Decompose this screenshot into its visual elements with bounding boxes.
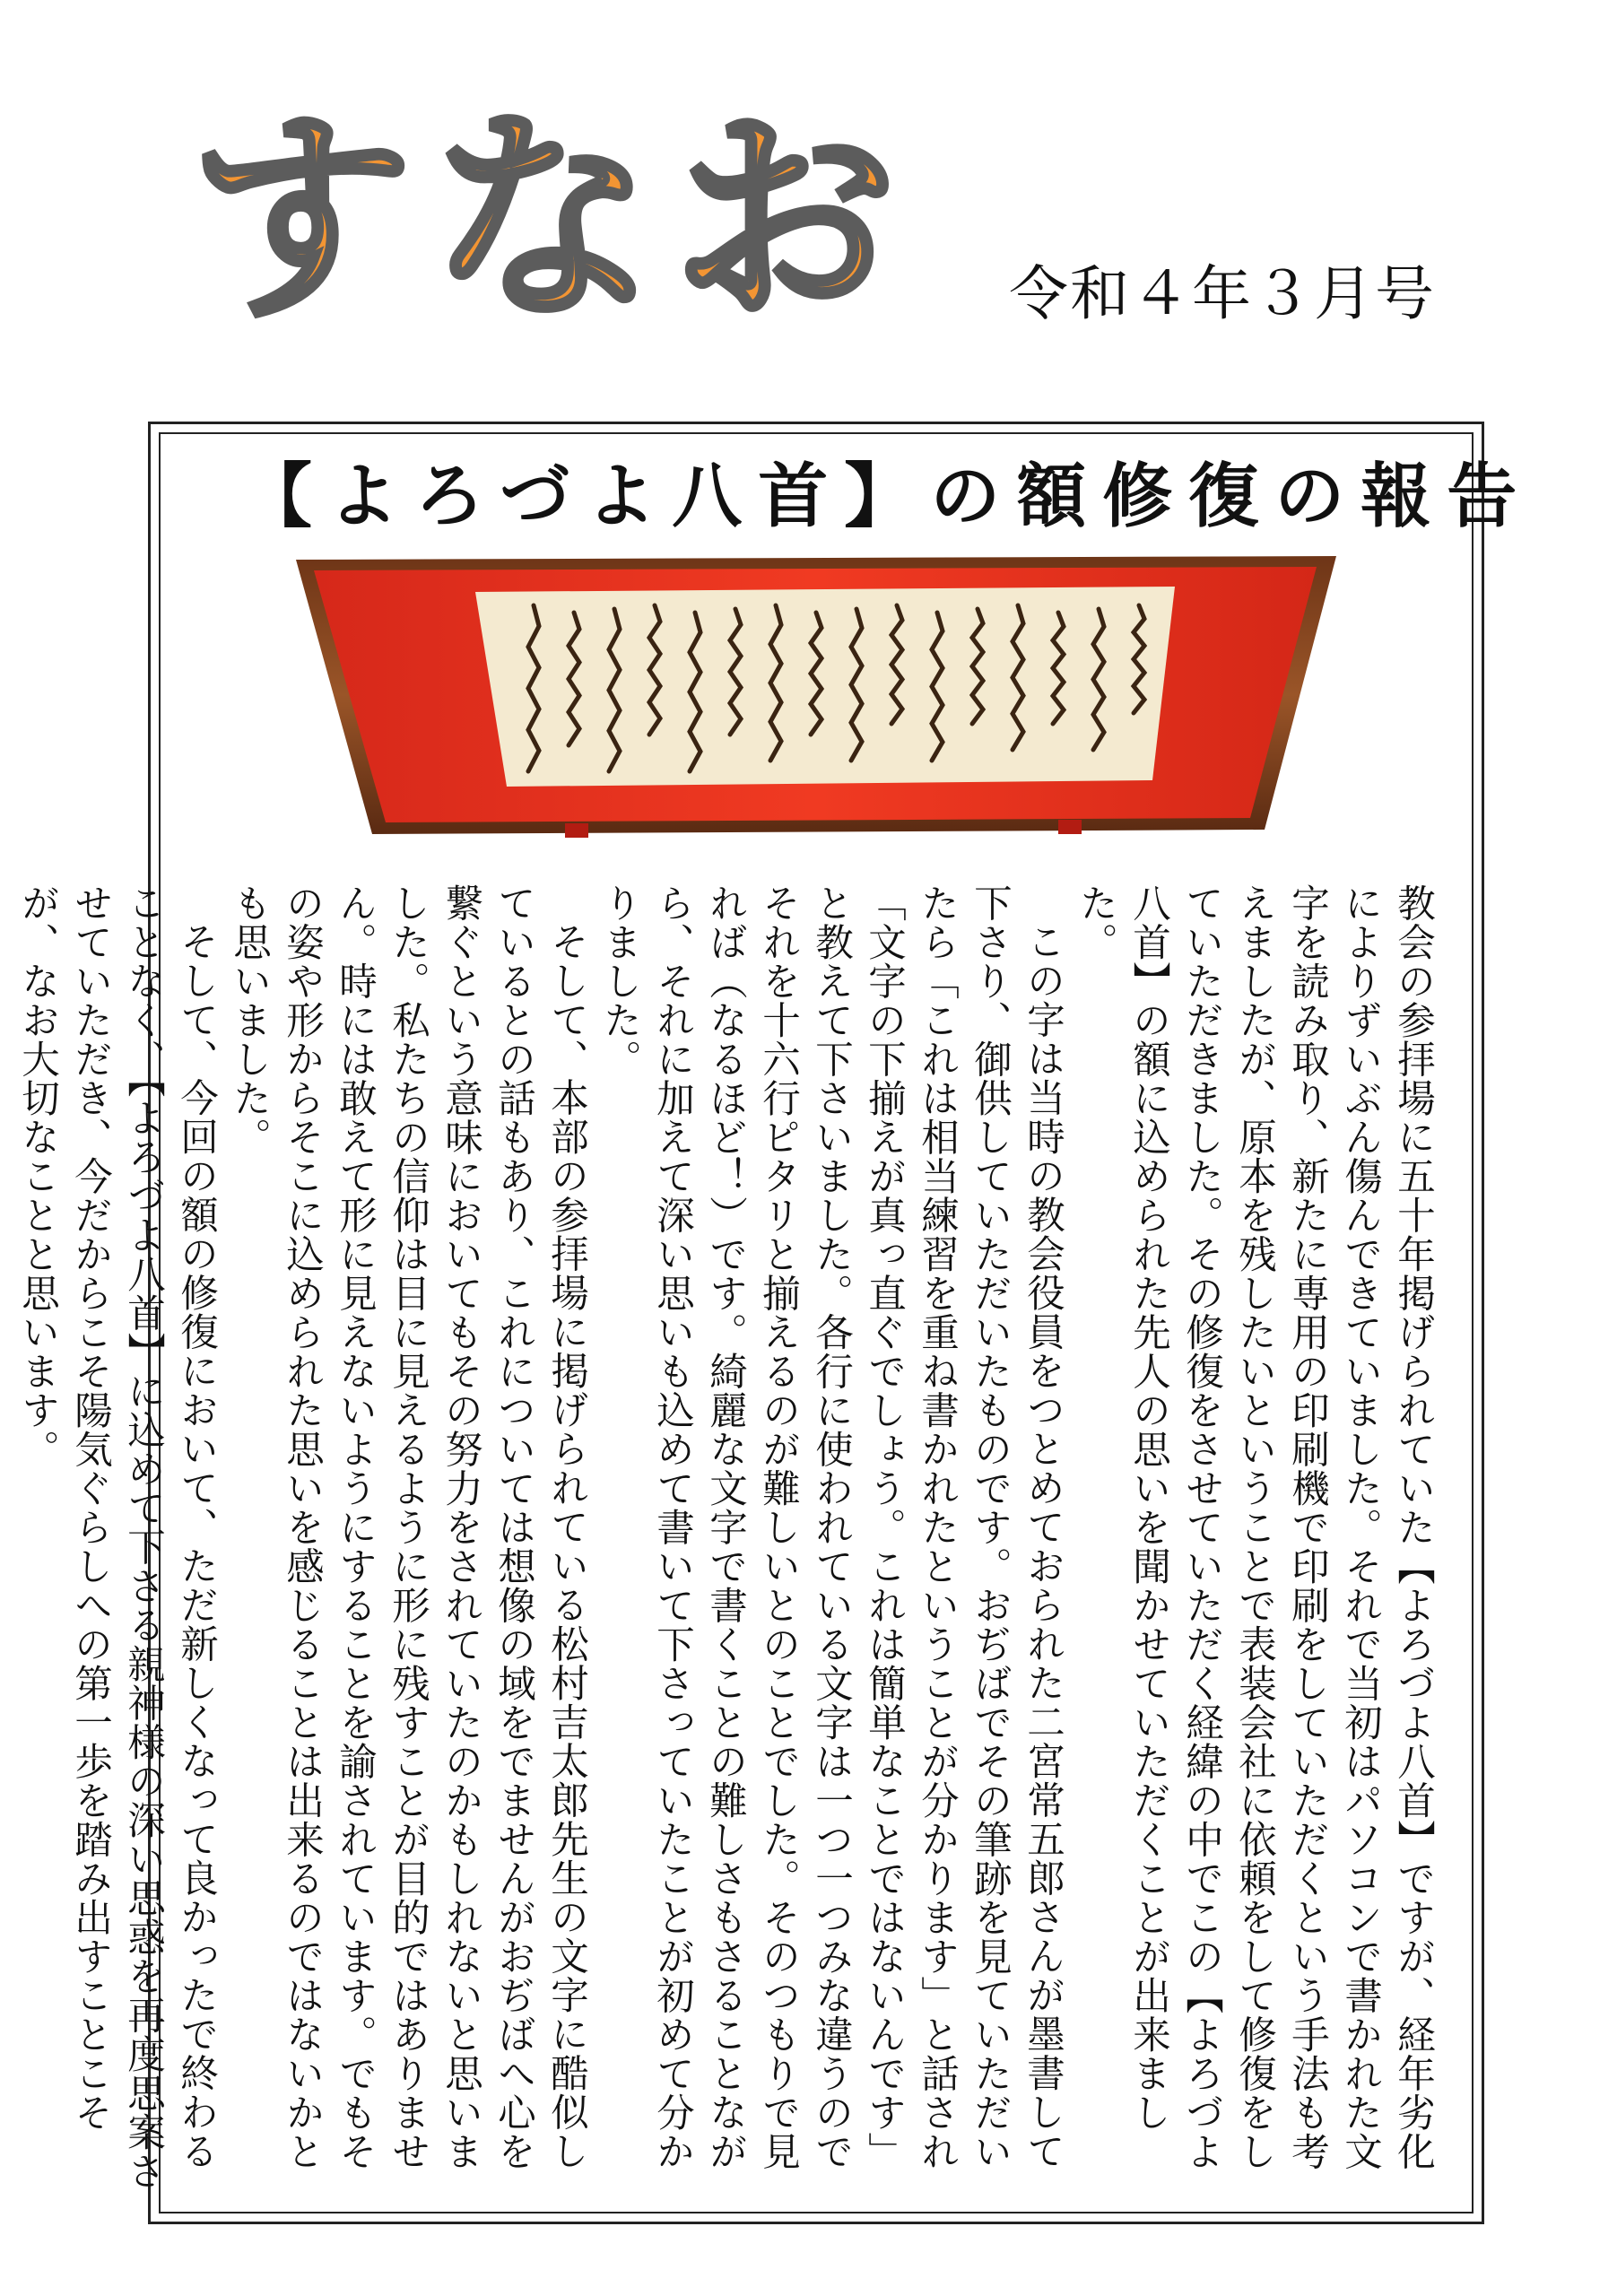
article-paragraph-1: 教会の参拝場に五十年掲げられていた【よろづよ八首】ですが、経年劣化によりずいぶん傷んできていました。それで当初はパソコンで書かれた文字を読み取り、新たに専用の印刷機で印刷をしていただくという手法も考えましたが、原本を残したいということで表装会社に依頼をして修復をしていただきました。その修復をさせていただく経緯の中でこの【よろづよ八首】の額に込められた先人の思いを聞かせていただくことが出来ました。: [1074, 883, 1435, 2171]
calligraphy-frame-image: [296, 556, 1336, 852]
issue-date: 令和４年３月号: [1009, 259, 1436, 328]
hanger-right: [1058, 820, 1082, 834]
article-headline: 【よろづよ八首】の額修復の報告: [242, 456, 1534, 537]
article-paragraph-4: そして、今回の額の修復において、ただ新しくなって良かったで終わることなく、【よろづよ八首】に込めて下さる親神様の深い思惑を再度思案させていただき、今だからこそ陽気ぐらしへの第一歩を踏み出すことこそが、なお大切なことと思います。: [15, 883, 218, 2191]
article-body: [15, 883, 1439, 2193]
article-paragraph-3: そして、本部の参拝場に掲げられている松村吉太郎先生の文字に酷似しているとの話もあり、これについては想像の域をでませんがおぢばへ心を繋ぐという意味においてもその努力をされていたのかもしれないと思いました。私たちの信仰は目に見えるように形に残すことが目的ではありません。時には敢えて形に見えないようにすることを諭されています。でもその姿や形からそこに込められた思いを感じることは出来るのではないかとも思いました。: [227, 883, 588, 2171]
calligraphy-frame-photo: [296, 556, 1336, 852]
hanger-left: [565, 823, 588, 838]
calligraphy-paper: [475, 587, 1175, 787]
newsletter-title: すなお: [188, 89, 915, 350]
article-paragraph-2: この字は当時の教会役員をつとめておられた二宮常五郎さんが墨書して下さり、御供していただいたものです。おぢばでその筆跡を見ていただいたら「これは相当練習を重ね書かれたということが分かります」と話され「文字の下揃えが真っ直ぐでしょう。これは簡単なことではないんです」と教えて下さいました。各行に使われている文字は一つ一つみな違うのでそれを十六行ピタリと揃えるのが難しいとのことでした。そのつもりで見れば（なるほど！）です。綺麗な文字で書くことの難しさもさることながら、それに加えて深い思いも込めて書いて下さっていたことが初めて分かりました。: [597, 883, 1065, 2171]
